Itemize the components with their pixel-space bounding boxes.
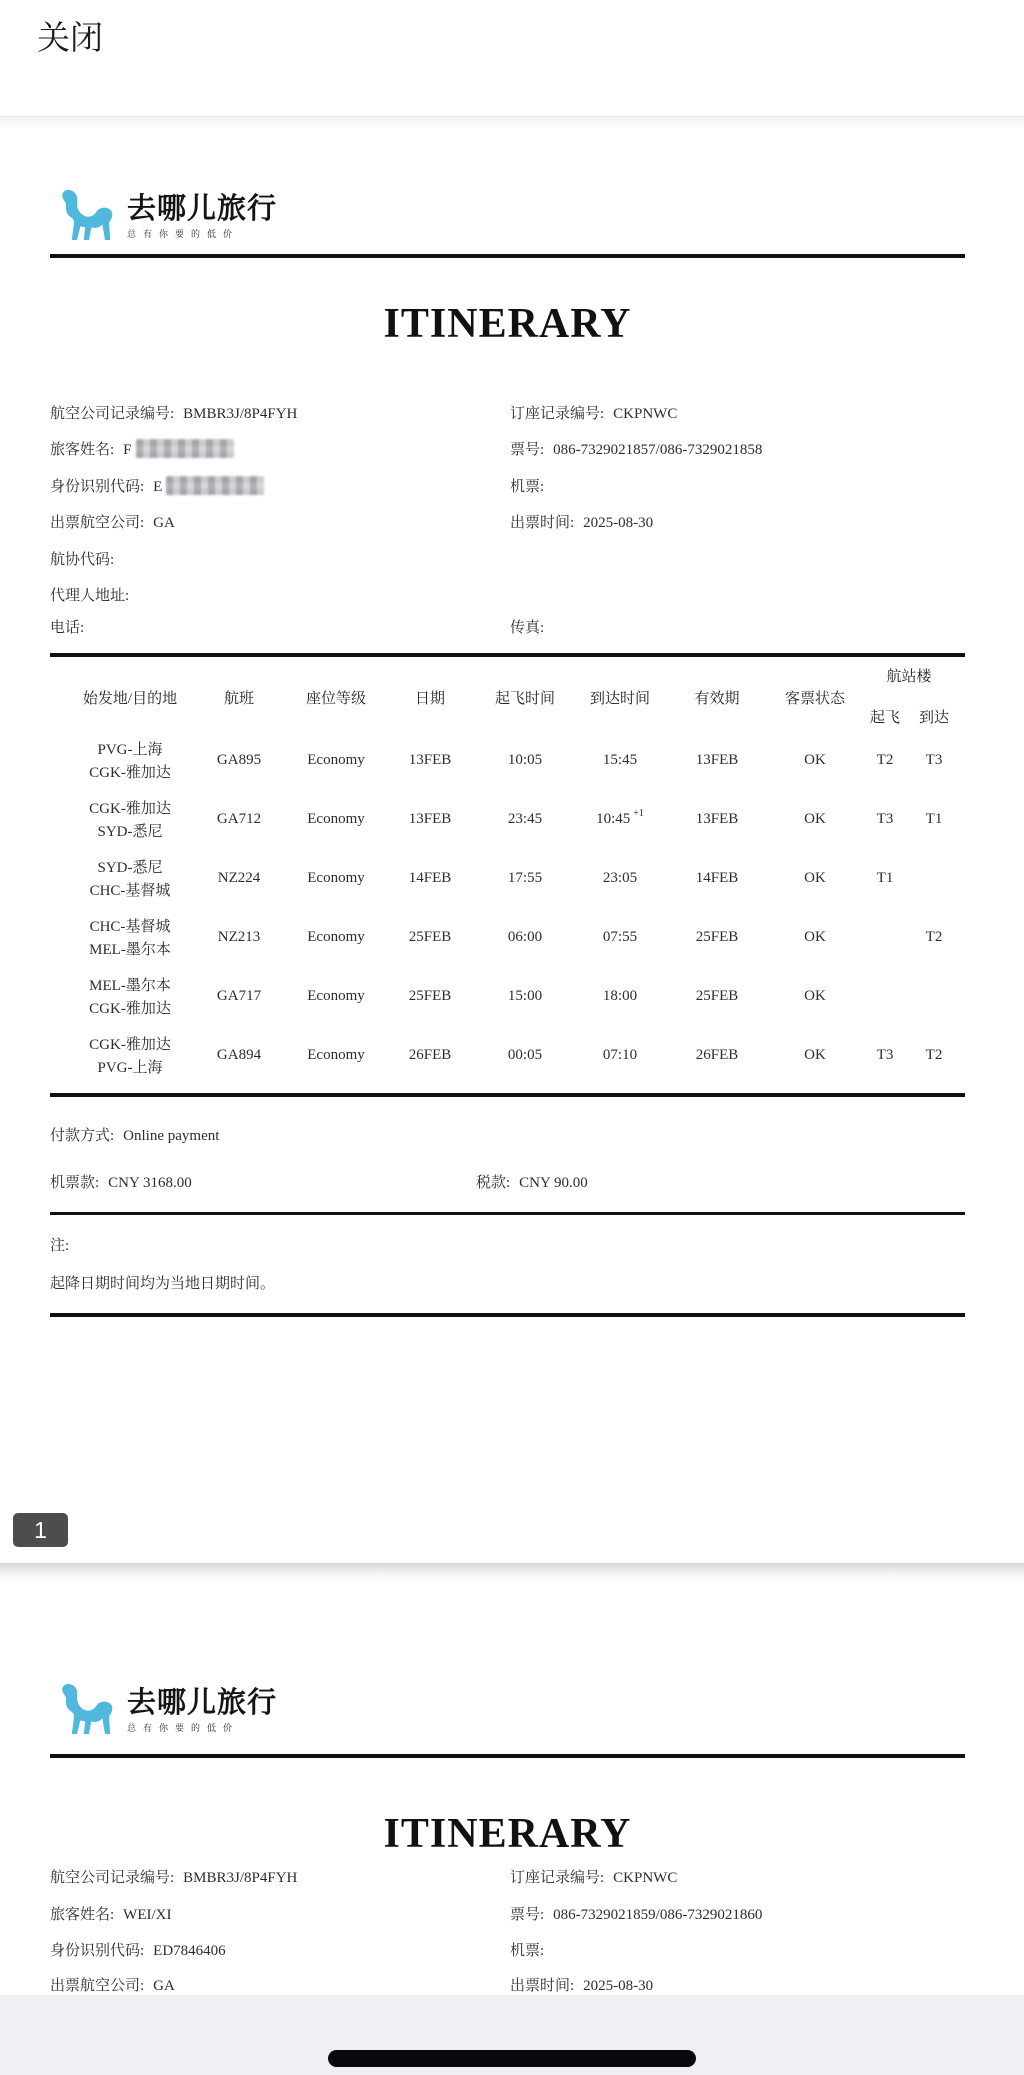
date-cell: 13FEB	[408, 752, 452, 768]
field-label: 订座记录编号:	[510, 1870, 605, 1886]
field-value: BMBR3J/8P4FYH	[183, 406, 298, 422]
destination-cell: MEL-墨尔本	[89, 942, 171, 958]
brand-tagline: 总有你要的低价	[127, 229, 240, 239]
destination-cell: CGK-雅加达	[89, 765, 171, 781]
column-header: 航班	[223, 691, 255, 707]
field-label: 传真:	[510, 620, 545, 636]
date-cell: 14FEB	[408, 870, 452, 886]
page-number-badge: 1	[13, 1513, 68, 1547]
origin-cell: MEL-墨尔本	[89, 978, 171, 994]
t-arr-cell: T3	[925, 752, 943, 768]
field-value: 086-7329021859/086-7329021860	[553, 1907, 763, 1923]
payment-method-label: 付款方式:	[50, 1128, 115, 1144]
home-indicator[interactable]	[328, 2050, 696, 2067]
destination-cell: SYD-悉尼	[97, 824, 163, 840]
field-label: 出票航空公司:	[50, 1978, 145, 1994]
field-value: F	[123, 442, 132, 458]
t-dep-cell: T3	[876, 1047, 894, 1063]
flight-cell: GA894	[216, 1047, 262, 1063]
field-label: 出票航空公司:	[50, 515, 145, 531]
field-value: E	[153, 479, 163, 495]
field-value: CKPNWC	[613, 1870, 678, 1886]
valid-cell: 25FEB	[695, 988, 739, 1004]
field-label: 航空公司记录编号:	[50, 1870, 175, 1886]
field-value: GA	[153, 1978, 175, 1994]
cabin-cell: Economy	[307, 929, 365, 945]
field-label: 身份识别代码:	[50, 1943, 145, 1959]
column-header: 有效期	[694, 691, 740, 707]
field-label: 订座记录编号:	[510, 406, 605, 422]
date-cell: 25FEB	[408, 988, 452, 1004]
cabin-cell: Economy	[307, 1047, 365, 1063]
field-value: 2025-08-30	[583, 1978, 654, 1994]
t-arr-cell: T2	[925, 929, 943, 945]
date-cell: 25FEB	[408, 929, 452, 945]
column-header: 座位等级	[305, 691, 367, 707]
flight-cell: GA712	[216, 811, 262, 827]
flight-cell: GA895	[216, 752, 262, 768]
field-label: 身份识别代码:	[50, 479, 145, 495]
arr-time: 23:05	[602, 870, 638, 886]
destination-cell: CGK-雅加达	[89, 1001, 171, 1017]
destination-cell: PVG-上海	[97, 1060, 163, 1076]
info-row	[50, 1939, 965, 1961]
field-label: 出票时间:	[510, 1978, 575, 1994]
origin-cell: SYD-悉尼	[97, 860, 163, 876]
page-title-p1: ITINERARY	[383, 301, 632, 347]
fare-value: CNY 3168.00	[108, 1175, 192, 1191]
dep-cell: 15:00	[507, 988, 543, 1004]
field-label: 出票时间:	[510, 515, 575, 531]
dep-cell: 06:00	[507, 929, 543, 945]
close-button[interactable]: 关闭	[37, 19, 103, 56]
status-cell: OK	[804, 811, 826, 827]
status-cell: OK	[804, 929, 826, 945]
field-label: 航协代码:	[50, 552, 115, 568]
valid-cell: 14FEB	[695, 870, 739, 886]
status-cell: OK	[804, 870, 826, 886]
info-row	[50, 1974, 965, 1996]
field-value: CKPNWC	[613, 406, 678, 422]
brand-name: 去哪儿旅行	[127, 1687, 278, 1719]
field-value: 2025-08-30	[583, 515, 654, 531]
cabin-cell: Economy	[307, 811, 365, 827]
valid-cell: 13FEB	[695, 811, 739, 827]
field-label: 代理人地址:	[50, 588, 130, 604]
date-cell: 26FEB	[408, 1047, 452, 1063]
field-value: ED7846406	[153, 1943, 226, 1959]
arr-time: 10:45	[596, 811, 631, 827]
flight-cell: NZ224	[217, 870, 261, 886]
note-label: 注:	[50, 1238, 70, 1254]
status-cell: OK	[804, 752, 826, 768]
valid-cell: 25FEB	[695, 929, 739, 945]
field-label: 机票:	[510, 479, 545, 495]
terminal-group-header: 航站楼	[886, 669, 932, 685]
destination-cell: CHC-基督城	[89, 883, 171, 899]
column-header: 始发地/目的地	[82, 691, 178, 707]
column-header: 日期	[414, 691, 446, 707]
t-dep-cell: T1	[876, 870, 894, 886]
tax-value: CNY 90.00	[519, 1175, 588, 1191]
dep-cell: 17:55	[507, 870, 543, 886]
status-cell: OK	[804, 1047, 826, 1063]
brand-tagline: 总有你要的低价	[127, 1723, 240, 1733]
dep-cell: 10:05	[507, 752, 543, 768]
field-label: 票号:	[510, 1907, 545, 1923]
arr-time: 07:55	[602, 929, 638, 945]
cabin-cell: Economy	[307, 988, 365, 1004]
field-label: 机票:	[510, 1943, 545, 1959]
t-arr-cell: T1	[925, 811, 943, 827]
fare-label: 机票款:	[50, 1175, 100, 1191]
t-dep-cell: T2	[876, 752, 894, 768]
arr-time: 07:10	[602, 1047, 638, 1063]
info-row	[50, 1866, 965, 1888]
origin-cell: CGK-雅加达	[89, 801, 171, 817]
note-text: 起降日期时间均为当地日期时间。	[50, 1276, 276, 1292]
status-cell: OK	[804, 988, 826, 1004]
arr-time: 15:45	[602, 752, 638, 768]
terminal-arr-header: 到达	[918, 710, 950, 726]
cabin-cell: Economy	[307, 752, 365, 768]
field-label: 旅客姓名:	[50, 442, 115, 458]
next-day-superscript: +1	[633, 808, 644, 819]
date-cell: 13FEB	[408, 811, 452, 827]
column-header: 到达时间	[589, 691, 651, 707]
valid-cell: 13FEB	[695, 752, 739, 768]
flight-cell: NZ213	[217, 929, 261, 945]
cabin-cell: Economy	[307, 870, 365, 886]
info-row	[50, 1903, 965, 1925]
tax-label: 税款:	[476, 1175, 511, 1191]
field-value: GA	[153, 515, 175, 531]
brand-name: 去哪儿旅行	[127, 193, 278, 225]
field-value: BMBR3J/8P4FYH	[183, 1870, 298, 1886]
field-value: WEI/XI	[123, 1907, 172, 1923]
field-label: 票号:	[510, 442, 545, 458]
dep-cell: 00:05	[507, 1047, 543, 1063]
arr-time: 18:00	[602, 988, 638, 1004]
field-label: 旅客姓名:	[50, 1907, 115, 1923]
valid-cell: 26FEB	[695, 1047, 739, 1063]
terminal-dep-header: 起飞	[869, 710, 901, 726]
column-header: 起飞时间	[494, 691, 556, 707]
field-label: 航空公司记录编号:	[50, 406, 175, 422]
field-value: 086-7329021857/086-7329021858	[553, 442, 763, 458]
field-label: 电话:	[50, 620, 85, 636]
column-header: 客票状态	[784, 691, 846, 707]
dep-cell: 23:45	[507, 811, 543, 827]
page-title-p2: ITINERARY	[383, 1811, 632, 1857]
t-arr-cell: T2	[925, 1047, 943, 1063]
flight-cell: GA717	[216, 988, 262, 1004]
origin-cell: PVG-上海	[97, 742, 163, 758]
origin-cell: CGK-雅加达	[89, 1037, 171, 1053]
payment-method-value: Online payment	[123, 1128, 220, 1144]
origin-cell: CHC-基督城	[89, 919, 171, 935]
t-dep-cell: T3	[876, 811, 894, 827]
